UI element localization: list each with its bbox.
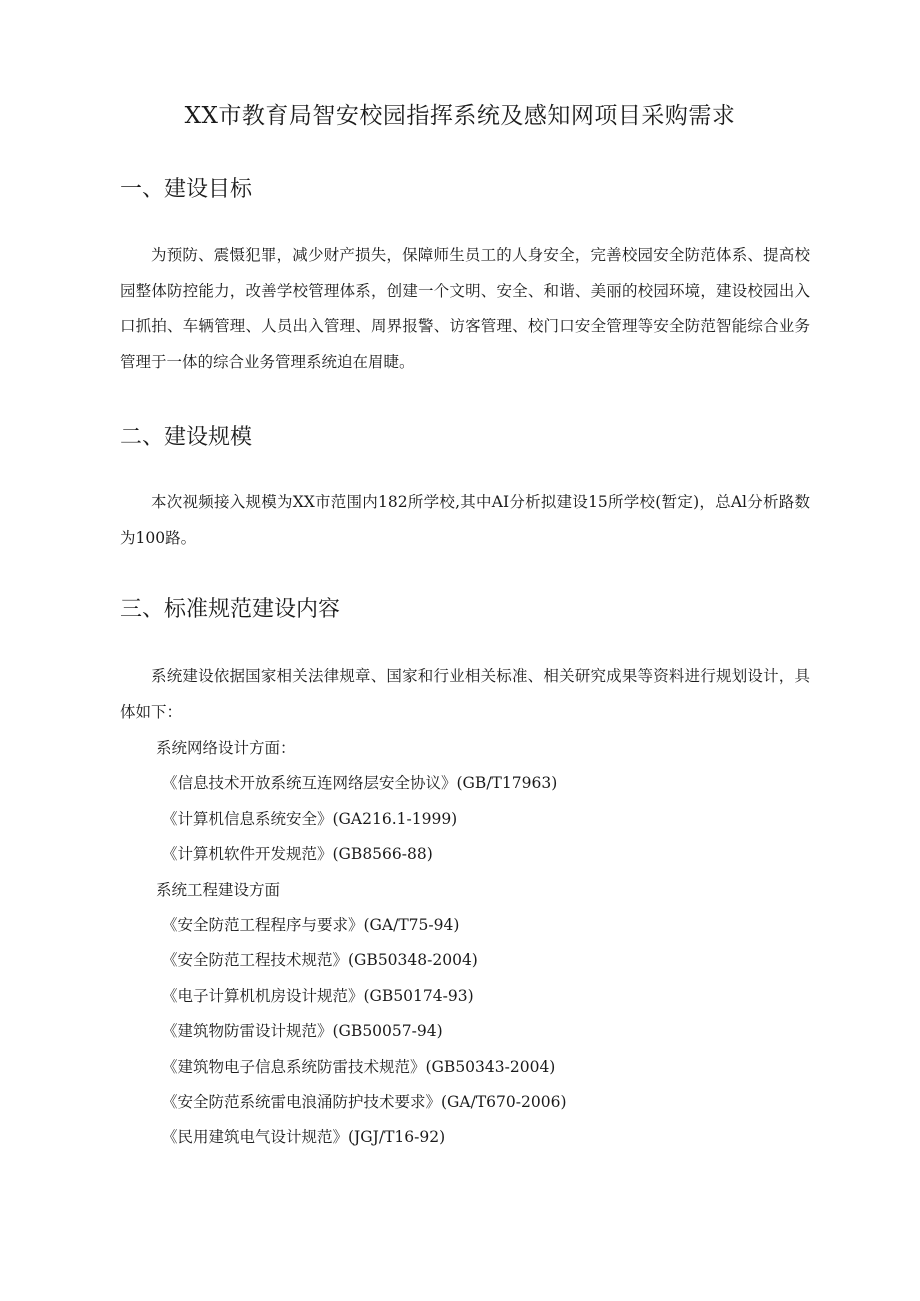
standard-item: 《计算机信息系统安全》(GA216.1-1999): [162, 809, 458, 828]
standard-item: 《信息技术开放系统互连网络层安全协议》(GB/T17963): [162, 774, 558, 793]
standard-item: 《安全防范工程技术规范》(GB50348-2004): [162, 951, 478, 970]
section-paragraph-scale: 本次视频接入规模为XX市范围内182所学校,其中AI分析拟建设15所学校(暂定)，总Al分析路数为100路。: [120, 493, 810, 547]
standard-item: 《民用建筑电气设计规范》(JGJ/T16-92): [162, 1128, 446, 1147]
section-heading-scale: 二、建设规模: [120, 425, 253, 450]
standard-item: 《计算机软件开发规范》(GB8566-88): [162, 845, 433, 864]
standard-item: 《安全防范系统雷电浪涌防护技术要求》(GA/T670-2006): [162, 1092, 567, 1111]
standards-group-label-engineering: 系统工程建设方面: [156, 880, 281, 899]
standard-item: 《安全防范工程程序与要求》(GA/T75-94): [162, 915, 460, 934]
section-paragraph-goals: 为预防、震慑犯罪，减少财产损失，保障师生员工的人身安全，完善校园安全防范体系、提高校园整体防控能力，改善学校管理体系，创建一个文明、安全、和谐、美丽的校园环境，建设校园出入口抓拍、车辆管理、人员出入管理、周界报警、访客管理、校门口安全管理等安全防范智能综合业务管理于一体的综合业务管理系统迫在眉睫。: [120, 246, 810, 371]
standard-item: 《电子计算机机房设计规范》(GB50174-93): [162, 986, 474, 1005]
standard-item: 《建筑物电子信息系统防雷技术规范》(GB50343-2004): [162, 1057, 556, 1076]
section-heading-standards: 三、标准规范建设内容: [120, 597, 341, 622]
standards-list: [120, 731, 810, 1156]
section-paragraph-standards: 系统建设依据国家相关法律规章、国家和行业相关标准、相关研究成果等资料进行规划设计，具体如下：: [120, 667, 810, 721]
section-heading-goals: 一、建设目标: [120, 177, 253, 202]
document-title: XX市教育局智安校园指挥系统及感知网项目采购需求: [184, 103, 736, 129]
standard-item: 《建筑物防雷设计规范》(GB50057-94): [162, 1022, 443, 1041]
standards-group-label-network: 系统网络设计方面：: [156, 739, 296, 757]
